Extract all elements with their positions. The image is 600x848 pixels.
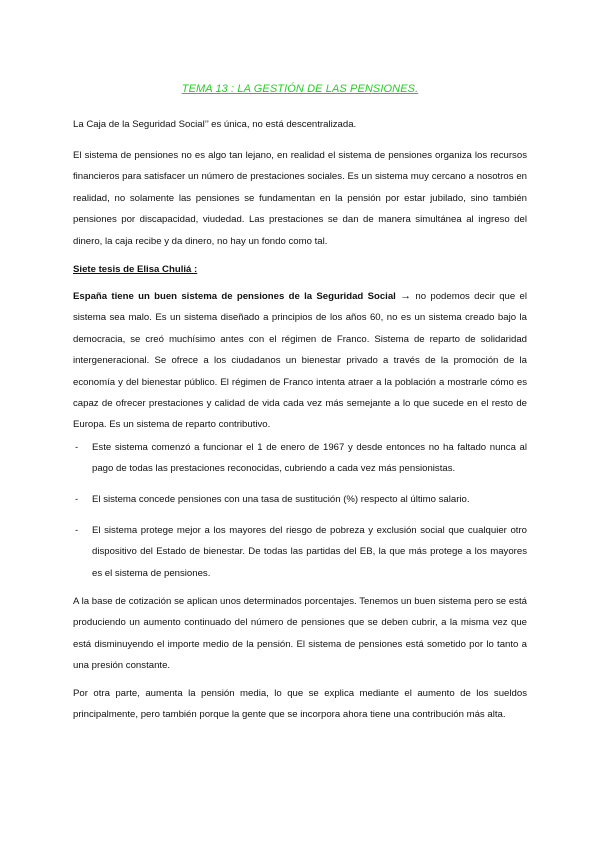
list-item-text: El sistema protege mejor a los mayores del riesgo de pobreza y exclusión social que cualquier otro dispositivo del Estado de bienestar. De todas las partidas del EB, la que más protege a los mayores es el sistema de pensiones. [92,525,527,579]
list-item-text: Este sistema comenzó a funcionar el 1 de enero de 1967 y desde entonces no ha faltado nunca al pago de todas las prestaciones reconocidas, cubriendo a cada vez más pensionistas. [92,442,527,475]
document-title: TEMA 13 : LA GESTIÓN DE LAS PENSIONES. [181,83,419,95]
paragraph-contribution-base: A la base de cotización se aplican unos determinados porcentajes. Tenemos un buen sistema pero se está produciendo un aumento continuado del número de pensiones que se deben cubrir, a la misma vez que está disminuyendo el importe medio de la pensión. El sistema de pensiones está sometido por lo tanto a una presión constante. [73,596,527,672]
list-item [73,520,527,584]
paragraph-average-pension: Por otra parte, aumenta la pensión media, lo que se explica mediante el aumento de los sueldos principalmente, pero también porque la gente que se incorpora ahora tiene una contribución más alta. [73,688,527,721]
thesis-paragraph [73,286,527,436]
list-item [73,489,527,510]
list-item [73,437,527,480]
bullet-dash: - [75,525,79,536]
paragraph-pension-system: El sistema de pensiones no es algo tan lejano, en realidad el sistema de pensiones organiza los recursos financieros para satisfacer un número de prestaciones sociales. Es un sistema muy cercano a nosotros en realidad, no solamente las pensiones se fundamentan en la pensión por estar jubilado, sino también pensiones por discapacidad, viudedad. Las prestaciones se dan de manera simultánea al ingreso del dinero, la caja recibe y da dinero, no hay un fondo como tal. [73,150,527,247]
bullet-dash: - [75,442,79,453]
arrow-icon: → [400,290,412,302]
intro-paragraph: La Caja de la Seguridad Social’’ es única, no está descentralizada. [73,119,357,130]
section-heading: Siete tesis de Elisa Chuliá : [73,264,198,275]
list-item-text: El sistema concede pensiones con una tasa de sustitución (%) respecto al último salario. [92,494,470,505]
thesis-text: no podemos decir que el sistema sea malo. Es un sistema diseñado a principios de los años 60, no es un sistema creado bajo la democracia, se creó muchísimo antes con el régimen de Franco. Sistema de reparto de solidaridad intergeneracional. Se ofrece a los ciudadanos un bienestar privado a través de la promoción de la economía y del bienestar público. El régimen de Franco intenta atraer a la población a mostrarle cómo es capaz de ofrecer prestaciones y calidad de vida cada vez más semejante a lo que sucede en el resto de Europa. Es un sistema de reparto contributivo. [73,291,527,431]
bullet-dash: - [75,494,79,505]
thesis-bold-statement: España tiene un buen sistema de pensiones de la Seguridad Social [73,291,396,302]
